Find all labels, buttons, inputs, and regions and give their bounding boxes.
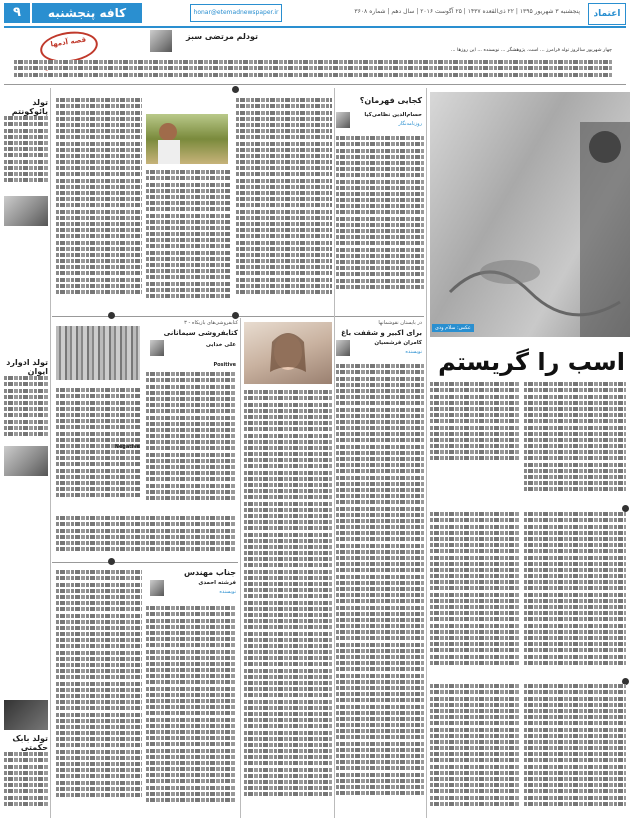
birthday-text xyxy=(4,114,48,194)
intro-text: چهار شهریور سالروز تولد فرامرز ... است. پژوهشگر ... نویسنده ... این روزها ... xyxy=(450,48,612,53)
vineyard-photo xyxy=(146,114,228,164)
girl-photo xyxy=(244,322,332,384)
intro-lines xyxy=(14,58,612,80)
column-text xyxy=(236,96,332,306)
birthday-photo xyxy=(4,700,48,730)
column-author-tag: نویسنده xyxy=(219,589,236,595)
author-photo xyxy=(150,340,164,356)
column-title: کجایی فهرمان؟ xyxy=(359,96,422,105)
main-headline: اسب را گریستم xyxy=(438,348,625,376)
birthday-photo xyxy=(4,446,48,476)
photo-illustration xyxy=(430,92,630,337)
column-text xyxy=(146,168,230,308)
column-author: کامران فرشسیان xyxy=(374,340,422,346)
main-story-text xyxy=(524,380,626,500)
sidebar-divider xyxy=(50,88,51,818)
column-text xyxy=(56,514,236,559)
newspaper-logo: اعتماد xyxy=(588,3,626,25)
column-divider xyxy=(240,318,241,818)
column-text xyxy=(146,604,236,814)
column-text xyxy=(336,362,424,814)
birthday-name: تولد بابک حکمتی xyxy=(12,734,48,752)
section-title: کافه پنجشنبه xyxy=(32,3,142,23)
column-author: علی خدایی xyxy=(205,342,236,348)
divider xyxy=(52,562,238,563)
column-author-tag: روزنامه‌نگار xyxy=(398,121,422,127)
column-divider xyxy=(426,88,427,818)
main-story-text xyxy=(524,510,626,675)
separator-icon xyxy=(108,312,115,319)
page-number: ۹ xyxy=(4,3,30,23)
author-photo xyxy=(336,112,350,128)
column-kicker: کتابفروشی‌های بازیکاه - ۳ xyxy=(184,320,238,326)
column-text xyxy=(146,370,236,510)
bookshop-photo xyxy=(56,326,140,380)
column-title: جناب مهندس xyxy=(183,568,236,577)
top-author-name: تودلم مرتضی سبز xyxy=(186,32,258,41)
birthday-text xyxy=(4,750,48,816)
email-link[interactable]: honar@etemadnewspaper.ir xyxy=(190,4,282,22)
column-text xyxy=(56,96,142,311)
column-text xyxy=(336,134,424,299)
main-story-text xyxy=(524,682,626,817)
separator-icon xyxy=(232,86,239,93)
stamp-logo: قصه آدمها xyxy=(38,28,100,66)
column-author: فرشته احمدی xyxy=(198,580,236,586)
positive-label: Positive xyxy=(213,362,236,368)
column-title: برای اکبیر و شقفت باغ xyxy=(341,329,422,337)
column-author: حسام‌الدین نظامی‌کیا xyxy=(364,112,422,118)
separator-icon xyxy=(232,312,239,319)
header-divider xyxy=(4,26,626,28)
person-silhouette xyxy=(146,114,228,164)
author-photo xyxy=(150,580,164,596)
main-photo xyxy=(430,92,630,337)
birthday-text xyxy=(4,374,48,444)
main-story-text xyxy=(430,682,520,817)
main-story-text xyxy=(430,510,520,675)
column-text xyxy=(244,388,332,814)
photo-caption: عکس: سلام ودی xyxy=(432,324,474,332)
birthday-photo xyxy=(4,196,48,226)
column-author-tag: نویسنده xyxy=(405,349,422,355)
column-kicker: در بایستان نقوشمانها xyxy=(378,320,422,326)
author-photo xyxy=(336,340,350,356)
masthead xyxy=(0,0,630,26)
column-text xyxy=(56,568,142,814)
negative-label: Negative xyxy=(114,444,140,450)
separator-icon xyxy=(108,558,115,565)
column-divider xyxy=(334,88,335,818)
divider xyxy=(4,84,626,85)
column-title: کتابفروشی سیمانانی xyxy=(163,329,238,337)
main-story-text xyxy=(430,380,520,500)
girl-silhouette xyxy=(244,322,332,384)
dateline: پنجشنبه ۳ شهریور ۱۳۹۵ | ۲۲ ذی‌القعده ۱۴۳۷ | ۲۵ آگوست ۲۰۱۶ | سال دهم | شماره ۳۶۰۸ xyxy=(354,8,580,15)
birthday-name: تولد ادوارد ایوان xyxy=(6,358,48,376)
birthday-name: تولد پائوکونتم xyxy=(11,98,48,116)
